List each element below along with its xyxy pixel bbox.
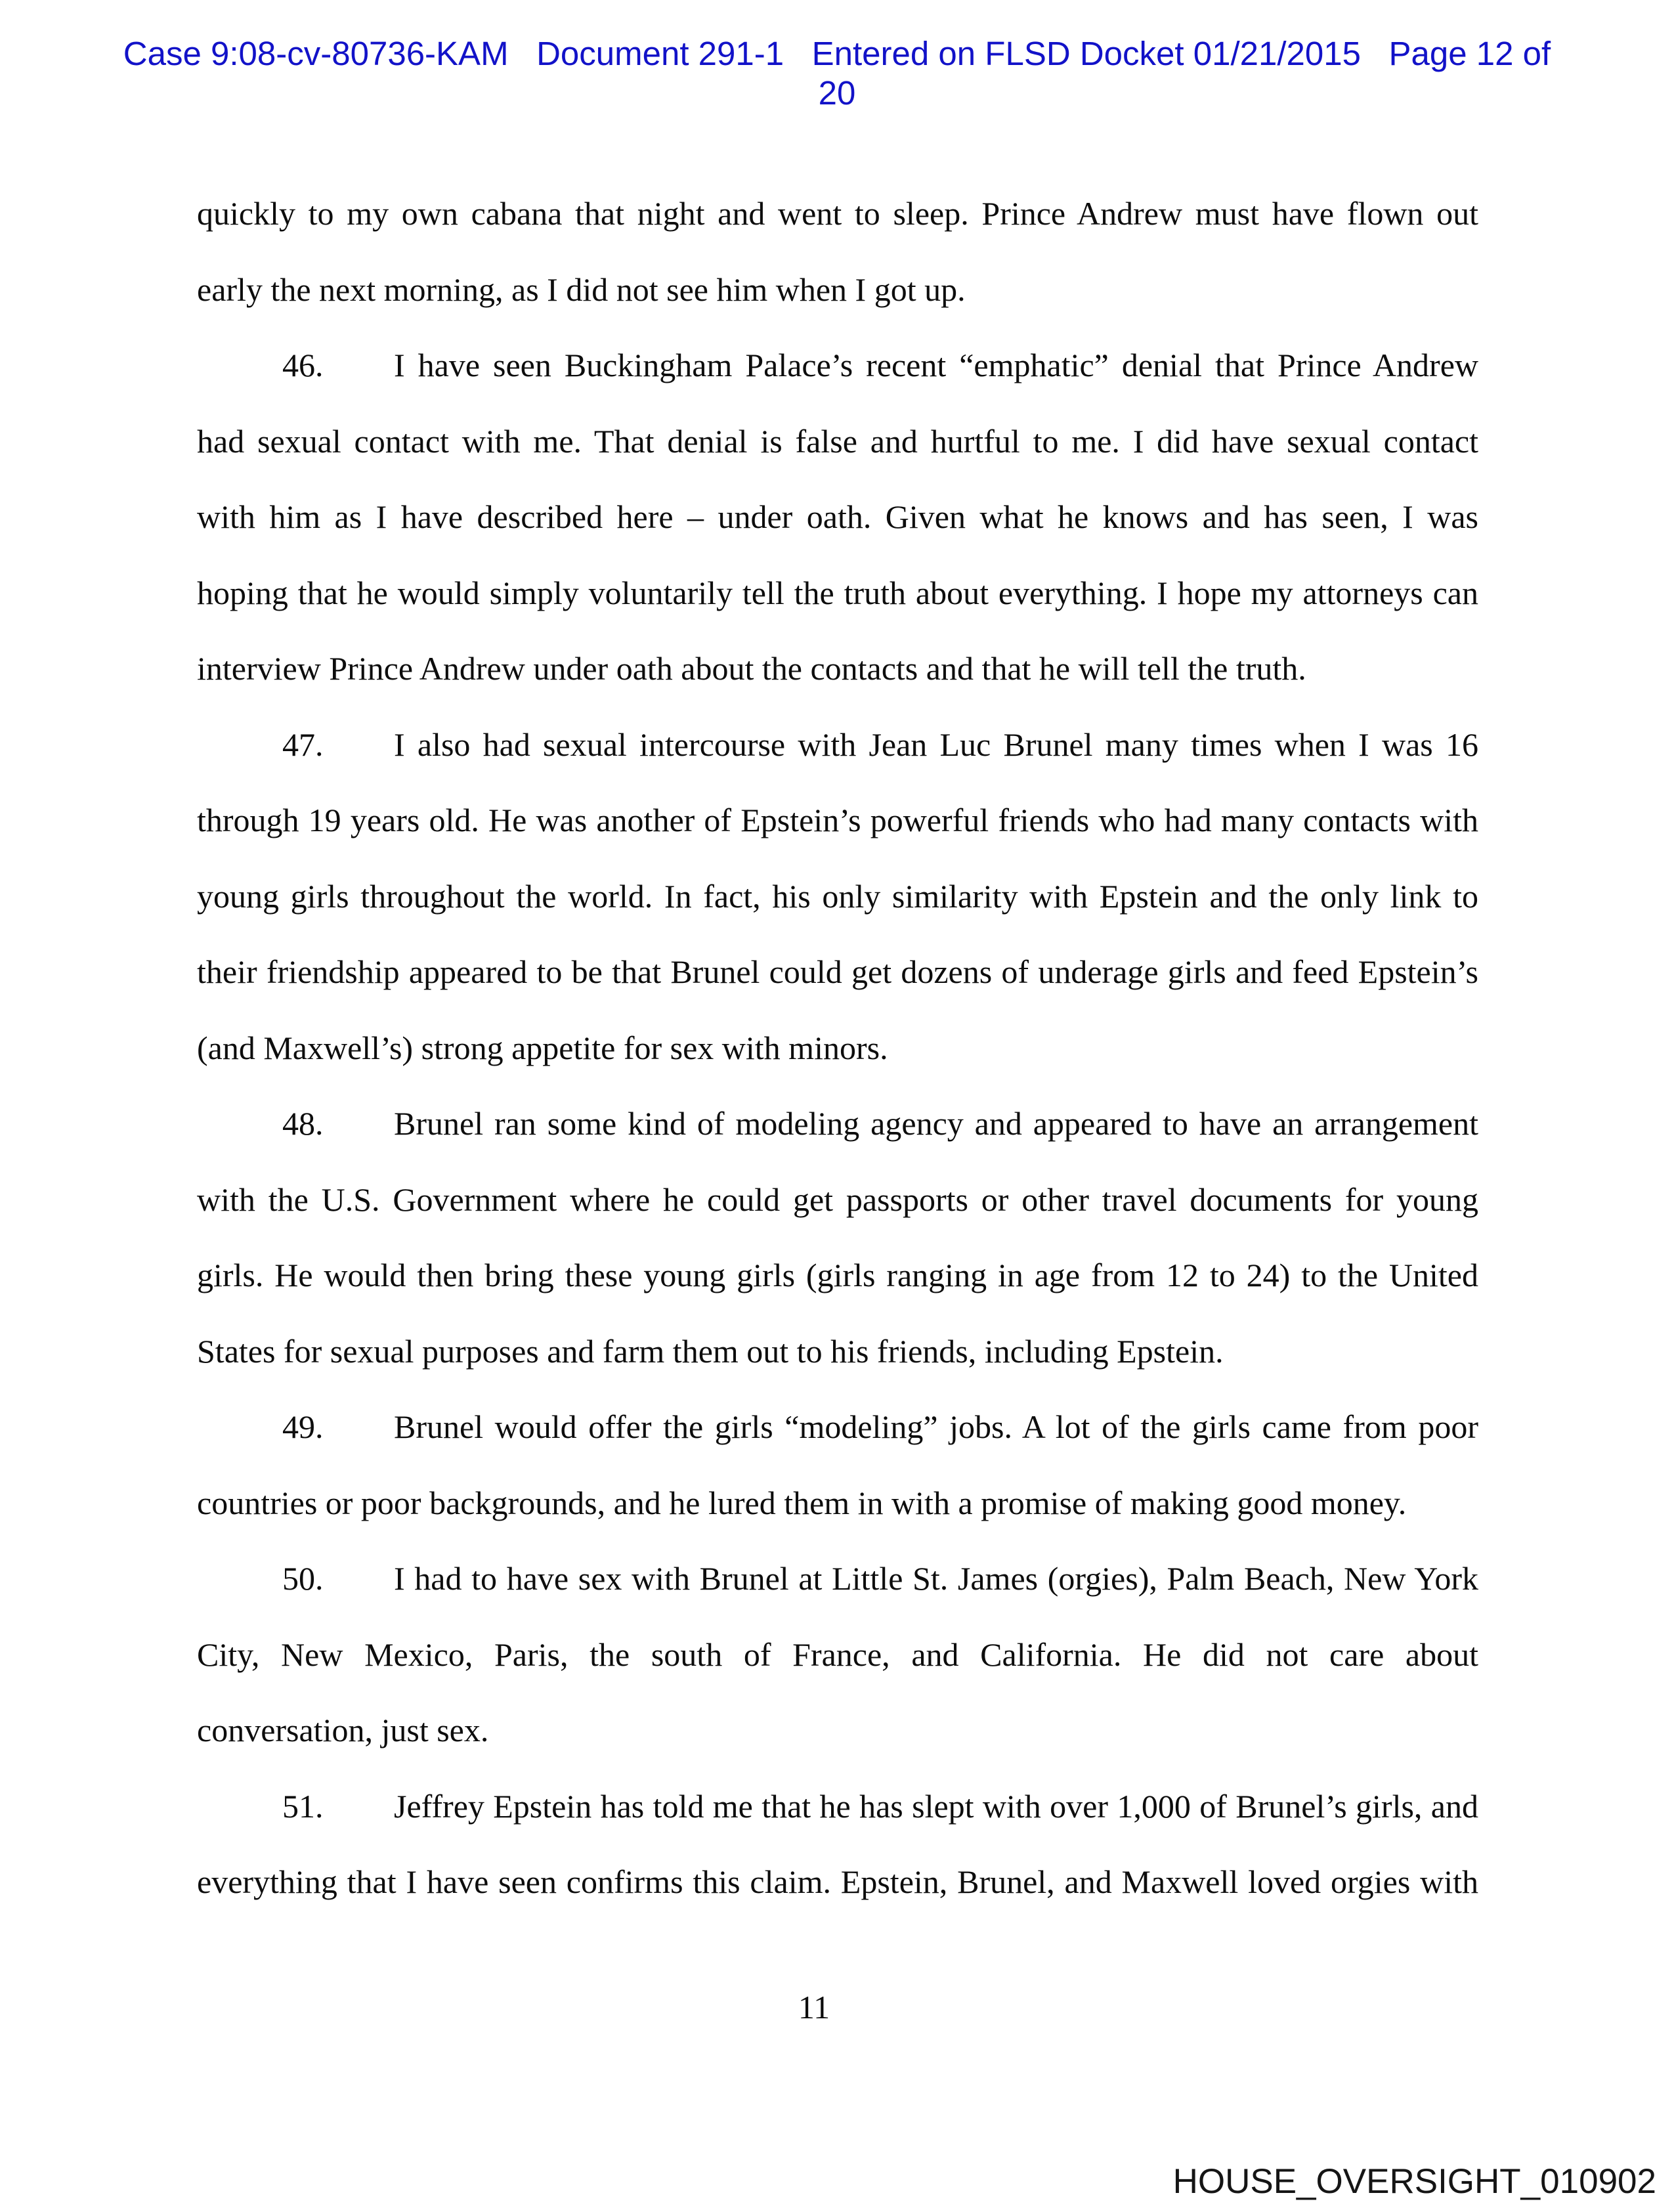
text-line: girls. He would then bring these young girls (girls ranging in age from 12 to 24) to the United [197,1257,1478,1293]
text-line [197,707,1478,783]
paragraph-text: Brunel would offer the girls “modeling” jobs. A lot of the girls came from poor [394,1408,1478,1445]
paragraph-text: Brunel ran some kind of modeling agency and appeared to have an arrangement [394,1105,1478,1142]
paragraph-text: I also had sexual intercourse with Jean Luc Brunel many times when I was 16 [394,726,1478,763]
paragraph-text: I had to have sex with Brunel at Little St. James (orgies), Palm Beach, New York [394,1560,1478,1597]
text-line: through 19 years old. He was another of Epstein’s powerful friends who had many contacts with [197,802,1478,838]
text-line: hoping that he would simply voluntarily tell the truth about everything. I hope my attorneys can [197,574,1478,611]
paragraph-number: 46. [282,347,324,383]
text-line: with the U.S. Government where he could get passports or other travel documents for young [197,1181,1478,1218]
text-line: (and Maxwell’s) strong appetite for sex with minors. [197,1029,888,1066]
text-line: conversation, just sex. [197,1712,489,1748]
paragraph-number: 48. [282,1105,324,1142]
text-line: everything that I have seen confirms this claim. Epstein, Brunel, and Maxwell loved orgies with [197,1863,1478,1900]
text-line: States for sexual purposes and farm them out to his friends, including Epstein. [197,1332,1224,1370]
paragraph-number: 49. [282,1408,324,1445]
paragraph-number: 51. [282,1787,324,1825]
case-stamp [0,34,1674,113]
text-line: quickly to my own cabana that night and went to sleep. Prince Andrew must have flown out [197,195,1478,232]
body-text [197,176,1478,1920]
text-line: City, New Mexico, Paris, the south of France, and California. He did not care about [197,1636,1478,1673]
text-line: young girls throughout the world. In fact, his only similarity with Epstein and the only link to [197,877,1478,915]
text-line: early the next morning, as I did not see him when I got up. [197,271,966,308]
page-number: 11 [798,1989,830,2026]
text-line: with him as I have described here – under oath. Given what he knows and has seen, I was [197,498,1478,535]
paragraph-number: 50. [282,1560,324,1597]
bates-number: HOUSE_OVERSIGHT_010902 [1172,2162,1656,2201]
text-line: had sexual contact with me. That denial is false and hurtful to me. I did have sexual contact [197,422,1478,460]
text-line: countries or poor backgrounds, and he lured them in with a promise of making good money. [197,1484,1407,1521]
text-line [197,1769,1478,1845]
text-line [197,1389,1478,1465]
case-stamp-line-1: Case 9:08-cv-80736-KAM Document 291-1 Entered on FLSD Docket 01/21/2015 Page 12 of [123,35,1551,72]
paragraph-number: 47. [282,726,324,763]
paragraph-text: Jeffrey Epstein has told me that he has slept with over 1,000 of Brunel’s girls, and [394,1787,1478,1825]
text-line [197,1086,1478,1162]
text-line: their friendship appeared to be that Brunel could get dozens of underage girls and feed Epstein’s [197,953,1478,990]
paragraph-text: I have seen Buckingham Palace’s recent “emphatic” denial that Prince Andrew [394,347,1478,383]
text-line [197,328,1478,404]
case-stamp-line-2: 20 [818,74,856,112]
text-line [197,1541,1478,1617]
text-line: interview Prince Andrew under oath about the contacts and that he will tell the truth. [197,650,1306,687]
